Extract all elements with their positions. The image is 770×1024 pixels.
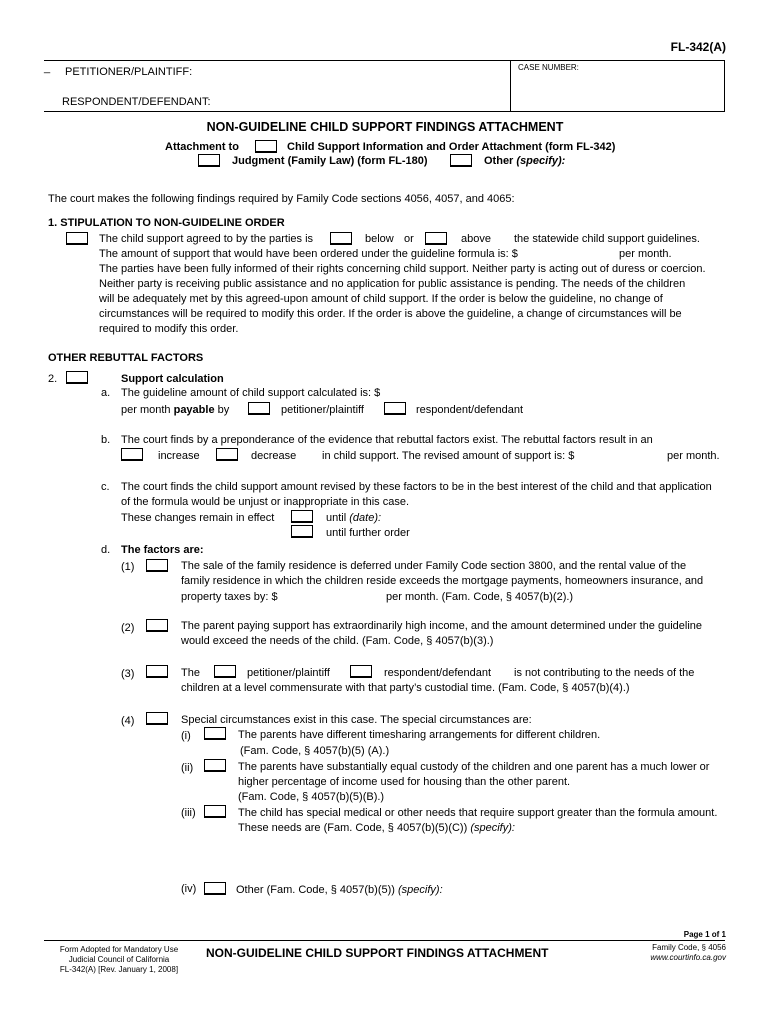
factor1-number: (1)	[121, 561, 135, 573]
respondent-field[interactable]	[205, 94, 505, 108]
sub-iv-checkbox[interactable]	[204, 882, 226, 895]
until-further-order-label: until further order	[326, 527, 410, 539]
footer-right	[650, 943, 726, 963]
until-further-order-checkbox[interactable]	[291, 525, 313, 538]
factor3-line2: children at a level commensurate with that party’s custodial time. (Fam. Code, § 4057(b)(4).)	[181, 682, 630, 694]
sub-i-line1: The parents have different timesharing arrangements for different children.	[238, 729, 601, 741]
caption-bottom-rule	[44, 111, 725, 112]
factor2-checkbox[interactable]	[146, 619, 168, 632]
other-attachment-label	[484, 155, 565, 167]
sub-ii-line1: The parents have substantially equal custody of the children and one parent has a much lower or	[238, 761, 710, 773]
footer-right-line2: www.courtinfo.ca.gov	[650, 953, 726, 962]
sub-iii-needs: These needs are (Fam. Code, § 4057(b)(5)(C))	[238, 822, 468, 834]
payable-petitioner-checkbox[interactable]	[248, 402, 270, 415]
until-date-field[interactable]	[388, 511, 538, 525]
respondent-label: RESPONDENT/DEFENDANT:	[62, 96, 211, 108]
fl180-checkbox[interactable]	[198, 154, 220, 167]
sub-i-checkbox[interactable]	[204, 727, 226, 740]
petitioner-label: PETITIONER/PLAINTIFF:	[65, 66, 193, 78]
sub-iv-line1	[236, 884, 443, 896]
other-specify: (specify):	[516, 155, 566, 167]
sub-ii-number: (ii)	[181, 762, 194, 774]
other-label: Other	[484, 155, 514, 167]
item-c-line3: These changes remain in effect	[121, 512, 275, 524]
factor4-number: (4)	[121, 715, 135, 727]
revised-per-month: per month.	[667, 450, 720, 462]
by-word: by	[217, 404, 230, 416]
sub-i-line2: (Fam. Code, § 4057(b)(5) (A).)	[240, 745, 390, 757]
per-month-label: per month.	[619, 248, 672, 260]
item-a-text: The guideline amount of child support calculated is: $	[121, 387, 381, 399]
decrease-checkbox[interactable]	[216, 448, 238, 461]
form-id: FL-342(A)	[670, 40, 726, 54]
stipulation-line4: Neither party is receiving public assistance and no application for public assistance is pending. The needs of the children	[99, 278, 686, 290]
factor2-line2: would exceed the needs of the child. (Fam. Code, § 4057(b)(3).)	[181, 635, 494, 647]
date-word: (date):	[349, 512, 382, 524]
until-date-label	[326, 512, 381, 524]
guideline-amount-field[interactable]	[533, 247, 615, 261]
increase-checkbox[interactable]	[121, 448, 143, 461]
sub-iii-line1: The child has special medical or other needs that require support greater than the formula amount.	[238, 807, 718, 819]
support-calc-label: Support calculation	[121, 373, 224, 385]
payable-petitioner-label: petitioner/plaintiff	[281, 404, 364, 416]
rental-excess-amount-field[interactable]	[290, 590, 380, 604]
item-c-line1: The court finds the child support amount revised by these factors to be in the best interest of the child and that application	[121, 481, 712, 493]
stipulation-line3: The parties have been fully informed of their rights concerning child support. Neither party is acting out of duress or coercion.	[99, 263, 706, 275]
factor1-line2: family residence in which the children reside exceeds the mortgage payments, homeowners insurance, and	[181, 575, 704, 587]
item-c-line2: of the formula would be unjust or inappropriate in this case.	[121, 496, 409, 508]
payable-respondent-checkbox[interactable]	[384, 402, 406, 415]
above-checkbox[interactable]	[425, 232, 447, 245]
sub-ii-checkbox[interactable]	[204, 759, 226, 772]
factor3-number: (3)	[121, 668, 135, 680]
payable-word: payable	[173, 404, 215, 416]
increase-label: increase	[158, 450, 200, 462]
factor1-checkbox[interactable]	[146, 559, 168, 572]
footer-left-line3: FL-342(A) [Rev. January 1, 2008]	[59, 965, 179, 974]
item-a-label: a.	[101, 387, 111, 399]
until-word: until	[326, 512, 347, 524]
below-checkbox[interactable]	[330, 232, 352, 245]
sub-iii-checkbox[interactable]	[204, 805, 226, 818]
factors-heading: The factors are:	[121, 544, 204, 556]
item-d-label: d.	[101, 544, 111, 556]
fl342-checkbox[interactable]	[255, 140, 277, 153]
footer-left-line2: Judicial Council of California	[68, 955, 170, 964]
section1-heading: 1. STIPULATION TO NON-GUIDELINE ORDER	[48, 217, 285, 229]
item-b-text: The court finds by a preponderance of the evidence that rebuttal factors exist. The rebuttal factors result in an	[121, 434, 653, 446]
page-number: Page 1 of 1	[683, 930, 726, 939]
other-circumstance-field[interactable]	[452, 883, 722, 897]
factor3-respondent-checkbox[interactable]	[350, 665, 372, 678]
sub-iv-other: Other (Fam. Code, § 4057(b)(5))	[236, 884, 395, 896]
factor3-respondent-label: respondent/defendant	[384, 667, 492, 679]
stipulation-line5: will be adequately met by this agreed-upon amount of child support. If the order is below the guideline, no change of	[99, 293, 663, 305]
calculated-amount-field[interactable]	[390, 386, 510, 400]
factor3-petitioner-checkbox[interactable]	[214, 665, 236, 678]
payable-text	[121, 404, 229, 416]
factor4-checkbox[interactable]	[146, 712, 168, 725]
other-attachment-checkbox[interactable]	[450, 154, 472, 167]
sub-ii-line3: (Fam. Code, § 4057(b)(5)(B).)	[238, 791, 385, 803]
stipulation-line1: The child support agreed to by the parties is	[99, 233, 314, 245]
footer-rule	[44, 940, 725, 941]
factor3-rest: is not contributing to the needs of the	[514, 667, 695, 679]
footer-title: NON-GUIDELINE CHILD SUPPORT FINDINGS ATTACHMENT	[206, 946, 549, 960]
caption-dash: _	[44, 62, 51, 74]
petitioner-field[interactable]	[205, 64, 505, 78]
case-number-label: CASE NUMBER:	[518, 63, 579, 72]
footer-left-line1: Form Adopted for Mandatory Use	[59, 945, 179, 954]
per-month-text: per month	[121, 404, 171, 416]
factor1-line3b: per month. (Fam. Code, § 4057(b)(2).)	[386, 591, 574, 603]
decrease-label: decrease	[251, 450, 297, 462]
support-calc-checkbox[interactable]	[66, 371, 88, 384]
rebuttal-heading: OTHER REBUTTAL FACTORS	[48, 352, 204, 364]
sub-iv-number: (iv)	[181, 883, 197, 895]
attachment-to-label: Attachment to	[165, 141, 239, 153]
factor1-line3a: property taxes by: $	[181, 591, 278, 603]
form-title: NON-GUIDELINE CHILD SUPPORT FINDINGS ATTACHMENT	[206, 120, 564, 134]
fl180-option-label: Judgment (Family Law) (form FL-180)	[232, 155, 428, 167]
item-b-label: b.	[101, 434, 111, 446]
sub-iii-line2	[238, 822, 515, 834]
sub-ii-line2: higher percentage of income used for housing than the other parent.	[238, 776, 571, 788]
stipulation-checkbox[interactable]	[66, 232, 88, 245]
item-c-label: c.	[101, 481, 110, 493]
footer-right-line1: Family Code, § 4056	[652, 943, 726, 952]
revised-amount-text: in child support. The revised amount of support is: $	[322, 450, 575, 462]
guidelines-text: the statewide child support guidelines.	[514, 233, 700, 245]
sub-iii-number: (iii)	[181, 807, 196, 819]
factor3-checkbox[interactable]	[146, 665, 168, 678]
or-label: or	[404, 233, 414, 245]
footer-left	[44, 945, 194, 975]
payable-respondent-label: respondent/defendant	[416, 404, 524, 416]
factor3-petitioner-label: petitioner/plaintiff	[247, 667, 330, 679]
item2-number: 2.	[48, 373, 58, 385]
special-needs-field[interactable]	[238, 838, 723, 878]
factor4-line1: Special circumstances exist in this case. The special circumstances are:	[181, 714, 532, 726]
intro-text: The court makes the following findings required by Family Code sections 4056, 4057, and 4065:	[48, 193, 515, 205]
sub-iii-specify: (specify):	[470, 822, 515, 834]
below-label: below	[365, 233, 394, 245]
revised-amount-field[interactable]	[590, 449, 664, 463]
above-label: above	[461, 233, 491, 245]
stipulation-line6: circumstances will be required to modify this order. If the order is above the guideline, a change of circumstances will be	[99, 308, 682, 320]
stipulation-line7: required to modify this order.	[99, 323, 239, 335]
sub-i-number: (i)	[181, 730, 191, 742]
factor2-number: (2)	[121, 622, 135, 634]
factor3-the: The	[181, 667, 200, 679]
until-date-checkbox[interactable]	[291, 510, 313, 523]
fl342-option-label: Child Support Information and Order Attachment (form FL-342)	[287, 141, 616, 153]
sub-iv-specify: (specify):	[398, 884, 443, 896]
guideline-amount-text: The amount of support that would have been ordered under the guideline formula is: $	[99, 248, 518, 260]
factor2-line1: The parent paying support has extraordinarily high income, and the amount determined under the guideline	[181, 620, 702, 632]
factor1-line1: The sale of the family residence is deferred under Family Code section 3800, and the rental value of the	[181, 560, 687, 572]
